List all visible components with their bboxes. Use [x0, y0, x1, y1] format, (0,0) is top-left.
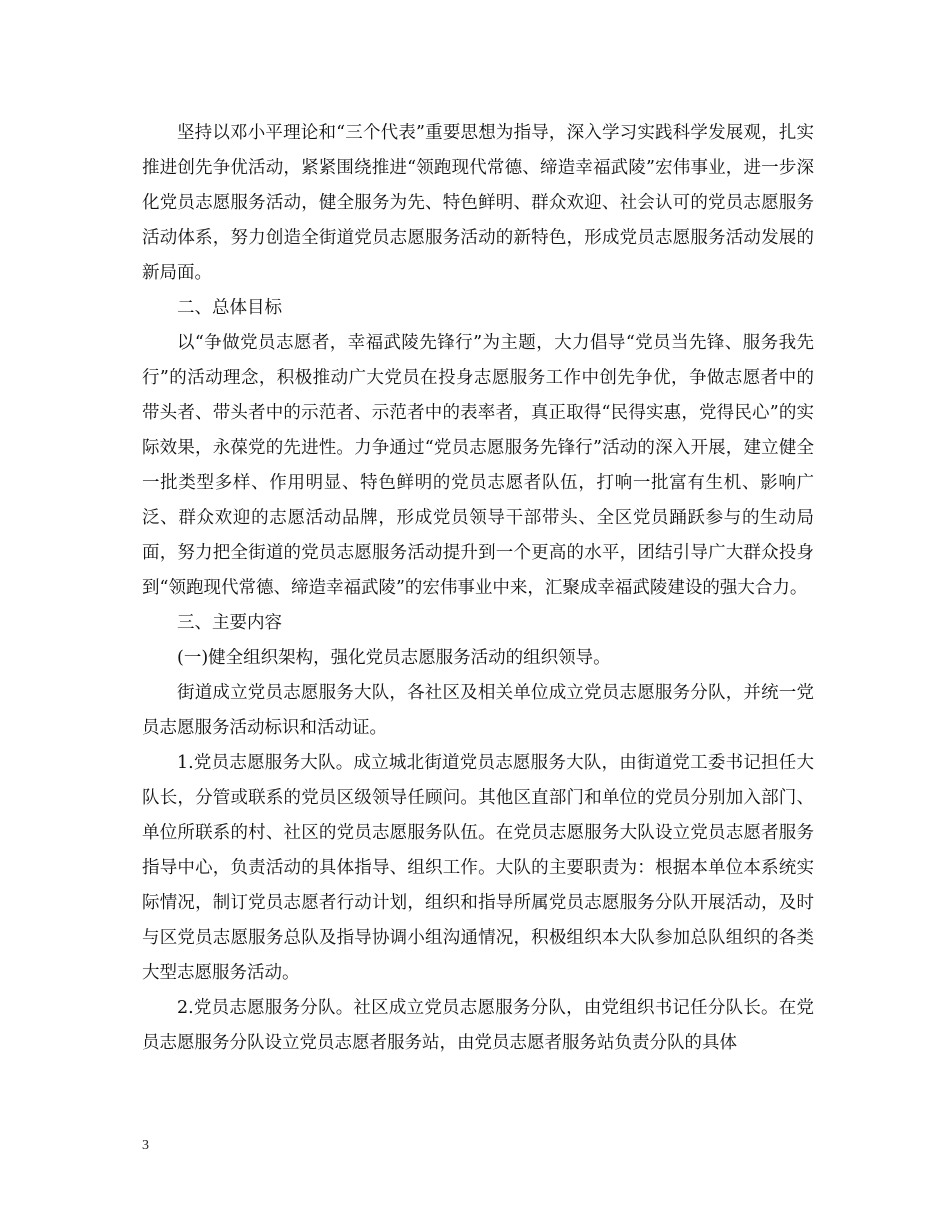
paragraph-street-brigade: 街道成立党员志愿服务大队，各社区及相关单位成立党员志愿服务分队，并统一党员志愿服务活动标识和活动证。 — [142, 683, 814, 738]
document-body — [142, 116, 814, 1061]
paragraph-item-2-squad: 2.党员志愿服务分队。社区成立党员志愿服务分队，由党组织书记任分队长。在党员志愿服务分队设立党员志愿者服务站，由党员志愿者服务站负责分队的具体 — [142, 998, 814, 1053]
paragraph-overall-goal: 以“争做党员志愿者，幸福武陵先锋行”为主题，大力倡导“党员当先锋、服务我先行”的活动理念，积极推动广大党员在投身志愿服务工作中创先争优，争做志愿者中的带头者、带头者中的示范者、示范者中的表率者，真正取得“民得实惠，党得民心”的实际效果，永葆党的先进性。力争通过“党员志愿服务先锋行”活动的深入开展，建立健全一批类型多样、作用明显、特色鲜明的党员志愿者队伍，打响一批富有生机、影响广泛、群众欢迎的志愿活动品牌，形成党员领导干部带头、全区党员踊跃参与的生动局面，努力把全街道的党员志愿服务活动提升到一个更高的水平，团结引导广大群众投身到“领跑现代常德、缔造幸福武陵”的宏伟事业中来，汇聚成幸福武陵建设的强大合力。 — [142, 333, 814, 598]
section-heading-overall-goal: 二、总体目标 — [177, 298, 282, 318]
section-heading-main-content: 三、主要内容 — [177, 613, 282, 633]
paragraph-guiding-ideology: 坚持以邓小平理论和“三个代表”重要思想为指导，深入学习实践科学发展观，扎实推进创先争优活动，紧紧围绕推进“领跑现代常德、缔造幸福武陵”宏伟事业，进一步深化党员志愿服务活动，健全服务为先、特色鲜明、群众欢迎、社会认可的党员志愿服务活动体系，努力创造全街道党员志愿服务活动的新特色，形成党员志愿服务活动发展的新局面。 — [142, 123, 814, 283]
subsection-heading-organization: (一)健全组织架构，强化党员志愿服务活动的组织领导。 — [177, 648, 611, 668]
paragraph-item-1-brigade: 1.党员志愿服务大队。成立城北街道党员志愿服务大队，由街道党工委书记担任大队长，分管或联系的党员区级领导任顾问。其他区直部门和单位的党员分别加入部门、单位所联系的村、社区的党员志愿服务队伍。在党员志愿服务大队设立党员志愿者服务指导中心，负责活动的具体指导、组织工作。大队的主要职责为：根据本单位本系统实际情况，制订党员志愿者行动计划，组织和指导所属党员志愿服务分队开展活动，及时与区党员志愿服务总队及指导协调小组沟通情况，积极组织本大队参加总队组织的各类大型志愿服务活动。 — [142, 753, 814, 983]
page-number: 3 — [142, 1138, 149, 1153]
